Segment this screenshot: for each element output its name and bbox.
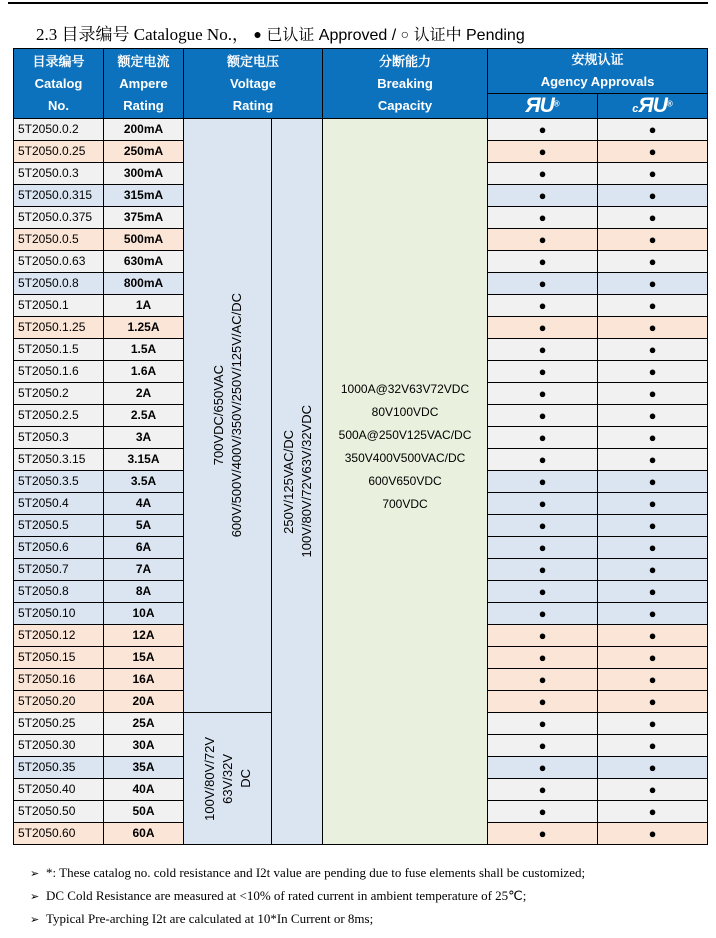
approved-dot-icon: ●	[538, 716, 547, 731]
voltage-line: 700VDC/650VAC	[211, 365, 226, 466]
cul-approval-cell	[598, 647, 708, 669]
cul-approval-cell	[598, 185, 708, 207]
ampere-cell: 60A	[104, 823, 184, 845]
catalog-cell: 5T2050.60	[14, 823, 104, 845]
approved-dot-icon: ●	[648, 232, 657, 247]
approved-dot-icon: ●	[538, 298, 547, 313]
ul-approval-cell	[488, 405, 598, 427]
approved-dot-icon: ●	[538, 408, 547, 423]
approved-dot-icon: ●	[648, 738, 657, 753]
header-catalog-no	[14, 49, 104, 119]
catalog-cell: 5T2050.12	[14, 625, 104, 647]
ul-approval-cell	[488, 427, 598, 449]
voltage-line: 250V/125VAC/DC	[280, 429, 296, 534]
catalog-cell: 5T2050.6	[14, 537, 104, 559]
header-catalog-en1: Catalog	[34, 75, 83, 91]
catalog-cell: 5T2050.40	[14, 779, 104, 801]
header-ampere-en2: Rating	[123, 97, 164, 113]
catalog-cell: 5T2050.1.6	[14, 361, 104, 383]
voltage-line: 600V/500V/400V/350V/250V/125V/AC/DC	[229, 293, 244, 538]
header-agency-en1: Agency Approvals	[540, 74, 655, 89]
approved-dot-icon: ●	[648, 166, 657, 181]
approved-dot-icon: ●	[648, 782, 657, 797]
cul-approval-cell	[598, 229, 708, 251]
cul-approval-cell	[598, 295, 708, 317]
cul-approval-cell	[598, 625, 708, 647]
ul-approval-cell	[488, 691, 598, 713]
catalog-cell: 5T2050.0.5	[14, 229, 104, 251]
header-breaking-en2: Capacity	[377, 97, 433, 113]
cul-approval-cell	[598, 141, 708, 163]
ul-approval-cell	[488, 735, 598, 757]
footnote-text: *: These catalog no. cold resistance and I2t value are pending due to fuse elements shall be customized;	[46, 865, 586, 880]
cul-approval-cell	[598, 471, 708, 493]
cul-approval-cell	[598, 581, 708, 603]
footnote-item	[30, 889, 585, 904]
approved-dot-icon: ●	[538, 804, 547, 819]
catalog-cell: 5T2050.0.3	[14, 163, 104, 185]
approved-dot-icon: ●	[648, 562, 657, 577]
ul-approval-cell	[488, 141, 598, 163]
ul-approval-cell	[488, 515, 598, 537]
ampere-cell: 35A	[104, 757, 184, 779]
catalog-cell: 5T2050.3	[14, 427, 104, 449]
ampere-cell: 200mA	[104, 119, 184, 141]
ul-approval-cell	[488, 625, 598, 647]
approved-dot-icon: ●	[648, 408, 657, 423]
cul-logo-cell	[598, 94, 708, 119]
footnote-text: DC Cold Resistance are measured at <10% of rated current in ambient temperature of 25℃;	[46, 888, 527, 903]
catalog-cell: 5T2050.7	[14, 559, 104, 581]
cul-approval-cell	[598, 559, 708, 581]
approved-dot-icon: ●	[648, 430, 657, 445]
ul-approval-cell	[488, 449, 598, 471]
ampere-cell: 2A	[104, 383, 184, 405]
approved-dot-icon: ●	[648, 650, 657, 665]
legend-slash: /	[391, 27, 397, 44]
voltage-line: 100V/80V/72V	[202, 736, 217, 821]
approved-dot-icon: ●	[538, 276, 547, 291]
approved-dot-icon: ●	[648, 694, 657, 709]
header-ampere-rating	[104, 49, 184, 119]
ul-approval-cell	[488, 383, 598, 405]
section-title-text: 2.3 目录编号 Catalogue No.，	[36, 25, 249, 44]
ul-approval-cell	[488, 251, 598, 273]
approved-dot-icon: ●	[538, 386, 547, 401]
approved-dot-icon: ●	[648, 474, 657, 489]
approved-dot-icon: ●	[648, 760, 657, 775]
catalog-cell: 5T2050.3.15	[14, 449, 104, 471]
approved-dot-icon: ●	[648, 320, 657, 335]
voltage-rating-right-cell	[272, 119, 323, 845]
approved-dot-icon: ●	[538, 342, 547, 357]
approved-dot-icon: ●	[538, 518, 547, 533]
catalog-cell: 5T2050.4	[14, 493, 104, 515]
catalog-cell: 5T2050.8	[14, 581, 104, 603]
ampere-cell: 375mA	[104, 207, 184, 229]
approved-dot-icon: ●	[538, 738, 547, 753]
approved-dot-icon: ●	[648, 496, 657, 511]
approved-dot-icon: ●	[538, 760, 547, 775]
ampere-cell: 500mA	[104, 229, 184, 251]
approved-dot-icon: ●	[538, 320, 547, 335]
ul-approval-cell	[488, 713, 598, 735]
header-catalog-en2: No.	[48, 97, 69, 113]
approved-dot-icon: ●	[538, 694, 547, 709]
breaking-capacity-line: 80V100VDC	[371, 404, 439, 419]
approved-dot-icon: ●	[538, 188, 547, 203]
cul-approval-cell	[598, 339, 708, 361]
top-rule	[8, 2, 708, 4]
pending-circle-icon: ○	[400, 26, 410, 42]
cul-approval-cell	[598, 449, 708, 471]
cul-approval-cell	[598, 119, 708, 141]
catalog-cell: 5T2050.0.25	[14, 141, 104, 163]
ampere-cell: 40A	[104, 779, 184, 801]
approved-dot-icon: ●	[648, 188, 657, 203]
header-ampere-zh: 额定电流	[117, 53, 170, 69]
approved-dot-icon: ●	[648, 386, 657, 401]
approved-dot-icon: ●	[648, 210, 657, 225]
approved-dot-icon: ●	[538, 210, 547, 225]
breaking-capacity-line: 600V650VDC	[368, 473, 442, 488]
voltage-rating-upper-cell	[184, 119, 272, 713]
ampere-cell: 1.5A	[104, 339, 184, 361]
header-voltage-rating	[184, 49, 323, 119]
cul-approval-cell	[598, 823, 708, 845]
approved-dot-icon: ●	[648, 144, 657, 159]
ampere-cell: 25A	[104, 713, 184, 735]
approved-dot-icon: ●	[648, 584, 657, 599]
ampere-cell: 16A	[104, 669, 184, 691]
header-voltage-en1: Voltage	[230, 75, 276, 91]
ampere-cell: 800mA	[104, 273, 184, 295]
ul-approval-cell	[488, 229, 598, 251]
catalog-cell: 5T2050.35	[14, 757, 104, 779]
ampere-cell: 1.25A	[104, 317, 184, 339]
breaking-capacity-line: 700VDC	[382, 496, 428, 511]
approved-dot-icon: ●	[538, 474, 547, 489]
ampere-cell: 5A	[104, 515, 184, 537]
breaking-capacity-line: 1000A@32V63V72VDC	[340, 381, 470, 396]
approved-dot-icon: ●	[538, 166, 547, 181]
arrow-bullet-icon: ➢	[30, 891, 40, 903]
approved-dot-icon: ●	[538, 628, 547, 643]
cul-approval-cell	[598, 757, 708, 779]
ul-approval-cell	[488, 273, 598, 295]
approved-dot-icon: ●	[538, 430, 547, 445]
breaking-capacity-line: 350V400V500VAC/DC	[344, 450, 466, 465]
ampere-cell: 3.15A	[104, 449, 184, 471]
ampere-cell: 1A	[104, 295, 184, 317]
approved-dot-icon: ●	[538, 672, 547, 687]
approved-dot-icon: ●	[648, 518, 657, 533]
arrow-bullet-icon: ➢	[30, 914, 40, 926]
approved-dot-icon: ●	[538, 496, 547, 511]
catalog-cell: 5T2050.1	[14, 295, 104, 317]
pending-label: 认证中 Pending	[413, 27, 525, 44]
catalog-table	[13, 48, 708, 845]
header-catalog-zh: 目录编号	[32, 53, 85, 69]
ampere-cell: 8A	[104, 581, 184, 603]
ul-approval-cell	[488, 779, 598, 801]
ampere-cell: 6A	[104, 537, 184, 559]
voltage-rating-upper-cell-lines	[184, 293, 271, 537]
ul-approval-cell	[488, 559, 598, 581]
approved-dot-icon: ●	[648, 606, 657, 621]
ul-recognized-icon: ЯU®	[525, 94, 560, 117]
cul-approval-cell	[598, 251, 708, 273]
catalog-cell: 5T2050.50	[14, 801, 104, 823]
approved-dot-icon: ●	[538, 606, 547, 621]
section-title	[36, 20, 525, 45]
cul-approval-cell	[598, 669, 708, 691]
cul-approval-cell	[598, 779, 708, 801]
ul-approval-cell	[488, 207, 598, 229]
approved-dot-icon: ●	[648, 122, 657, 137]
cul-approval-cell	[598, 405, 708, 427]
approved-dot-icon: ●	[648, 298, 657, 313]
ampere-cell: 30A	[104, 735, 184, 757]
breaking-capacity-cell	[323, 119, 488, 845]
approved-dot-icon: ●	[648, 364, 657, 379]
ul-approval-cell	[488, 669, 598, 691]
catalog-cell: 5T2050.5	[14, 515, 104, 537]
cul-approval-cell	[598, 603, 708, 625]
ampere-cell: 10A	[104, 603, 184, 625]
ul-approval-cell	[488, 757, 598, 779]
approved-dot-icon: ●	[648, 672, 657, 687]
ampere-cell: 300mA	[104, 163, 184, 185]
approved-dot-icon: ●	[648, 826, 657, 841]
catalog-cell: 5T2050.0.315	[14, 185, 104, 207]
header-voltage-en2: Rating	[232, 97, 274, 113]
ul-logo-cell	[488, 94, 598, 119]
ampere-cell: 12A	[104, 625, 184, 647]
ampere-cell: 2.5A	[104, 405, 184, 427]
header-voltage-zh: 额定电压	[227, 53, 280, 69]
catalog-cell: 5T2050.16	[14, 669, 104, 691]
header-breaking-en1: Breaking	[377, 75, 433, 91]
approved-dot-icon: ●	[648, 452, 657, 467]
ul-approval-cell	[488, 537, 598, 559]
catalog-cell: 5T2050.2.5	[14, 405, 104, 427]
ul-approval-cell	[488, 163, 598, 185]
breaking-capacity-line: 500A@250V125VAC/DC	[338, 427, 472, 442]
approved-dot-icon: ●	[538, 144, 547, 159]
approved-dot-icon: ●	[648, 276, 657, 291]
catalog-cell: 5T2050.25	[14, 713, 104, 735]
approved-dot-icon: ●	[648, 716, 657, 731]
catalog-cell: 5T2050.0.375	[14, 207, 104, 229]
ampere-cell: 3.5A	[104, 471, 184, 493]
ul-approval-cell	[488, 185, 598, 207]
catalog-cell: 5T2050.10	[14, 603, 104, 625]
header-agency-zh: 安规认证	[571, 52, 624, 67]
ampere-cell: 7A	[104, 559, 184, 581]
voltage-rating-lower-cell	[184, 713, 272, 845]
cul-approval-cell	[598, 537, 708, 559]
ul-approval-cell	[488, 823, 598, 845]
approved-dot-icon: ●	[538, 122, 547, 137]
approved-dot-icon: ●	[538, 254, 547, 269]
approved-label: 已认证 Approved	[266, 27, 388, 44]
approved-dot-icon: ●	[538, 650, 547, 665]
approved-dot-icon: ●	[538, 562, 547, 577]
footnotes	[30, 866, 585, 935]
catalog-cell: 5T2050.30	[14, 735, 104, 757]
breaking-capacity-lines	[323, 378, 487, 586]
approved-dot-icon: ●	[648, 628, 657, 643]
catalog-cell: 5T2050.2	[14, 383, 104, 405]
header-ampere-en1: Ampere	[119, 75, 168, 91]
ul-approval-cell	[488, 361, 598, 383]
footnote-text: Typical Pre-arching I2t are calculated at 10*In Current or 8ms;	[46, 911, 374, 926]
cul-approval-cell	[598, 735, 708, 757]
cul-approval-cell	[598, 691, 708, 713]
cul-approval-cell	[598, 163, 708, 185]
cul-approval-cell	[598, 383, 708, 405]
approved-dot-icon: ●	[538, 826, 547, 841]
cul-approval-cell	[598, 361, 708, 383]
ampere-cell: 315mA	[104, 185, 184, 207]
catalog-cell: 5T2050.0.63	[14, 251, 104, 273]
approved-dot-icon: ●	[538, 232, 547, 247]
cul-recognized-icon: cЯU®	[632, 94, 673, 117]
approved-dot-icon: ●	[538, 782, 547, 797]
cul-approval-cell	[598, 801, 708, 823]
voltage-line: 100V/80V/72V63V/32VDC	[298, 405, 314, 558]
approved-dot-icon: ●	[648, 540, 657, 555]
ampere-cell: 20A	[104, 691, 184, 713]
catalog-cell: 5T2050.3.5	[14, 471, 104, 493]
voltage-line: DC	[238, 769, 253, 788]
footnote-item	[30, 912, 585, 927]
ul-approval-cell	[488, 339, 598, 361]
ampere-cell: 4A	[104, 493, 184, 515]
voltage-rating-right-cell-lines	[272, 405, 322, 558]
catalog-cell: 5T2050.1.5	[14, 339, 104, 361]
approved-dot-icon: ●	[538, 364, 547, 379]
ampere-cell: 1.6A	[104, 361, 184, 383]
approved-dot-icon: ●	[538, 584, 547, 599]
catalog-cell: 5T2050.15	[14, 647, 104, 669]
arrow-bullet-icon: ➢	[30, 868, 40, 880]
ul-approval-cell	[488, 471, 598, 493]
cul-approval-cell	[598, 207, 708, 229]
catalog-cell: 5T2050.1.25	[14, 317, 104, 339]
voltage-rating-lower-cell-lines	[184, 737, 271, 821]
ul-approval-cell	[488, 119, 598, 141]
voltage-line: 63V/32V	[220, 753, 235, 804]
ampere-cell: 630mA	[104, 251, 184, 273]
header-breaking-zh: 分断能力	[379, 53, 432, 69]
cul-approval-cell	[598, 273, 708, 295]
ul-approval-cell	[488, 603, 598, 625]
ampere-cell: 15A	[104, 647, 184, 669]
approved-dot-icon: ●	[538, 540, 547, 555]
catalog-cell: 5T2050.0.8	[14, 273, 104, 295]
catalog-cell: 5T2050.0.2	[14, 119, 104, 141]
ampere-cell: 50A	[104, 801, 184, 823]
approved-dot-icon: ●	[648, 804, 657, 819]
catalog-cell: 5T2050.20	[14, 691, 104, 713]
header-agency-approvals	[488, 49, 708, 94]
header-breaking-capacity	[323, 49, 488, 119]
ul-approval-cell	[488, 647, 598, 669]
approved-dot-icon: ●	[538, 452, 547, 467]
cul-approval-cell	[598, 493, 708, 515]
ampere-cell: 3A	[104, 427, 184, 449]
ampere-cell: 250mA	[104, 141, 184, 163]
ul-approval-cell	[488, 801, 598, 823]
approved-dot-icon: ●	[253, 26, 262, 42]
cul-approval-cell	[598, 713, 708, 735]
footnote-item	[30, 866, 585, 881]
ul-approval-cell	[488, 317, 598, 339]
table-row	[14, 119, 708, 141]
approved-dot-icon: ●	[648, 342, 657, 357]
cul-approval-cell	[598, 317, 708, 339]
ul-approval-cell	[488, 295, 598, 317]
approved-dot-icon: ●	[648, 254, 657, 269]
ul-approval-cell	[488, 581, 598, 603]
cul-approval-cell	[598, 515, 708, 537]
ul-approval-cell	[488, 493, 598, 515]
cul-approval-cell	[598, 427, 708, 449]
